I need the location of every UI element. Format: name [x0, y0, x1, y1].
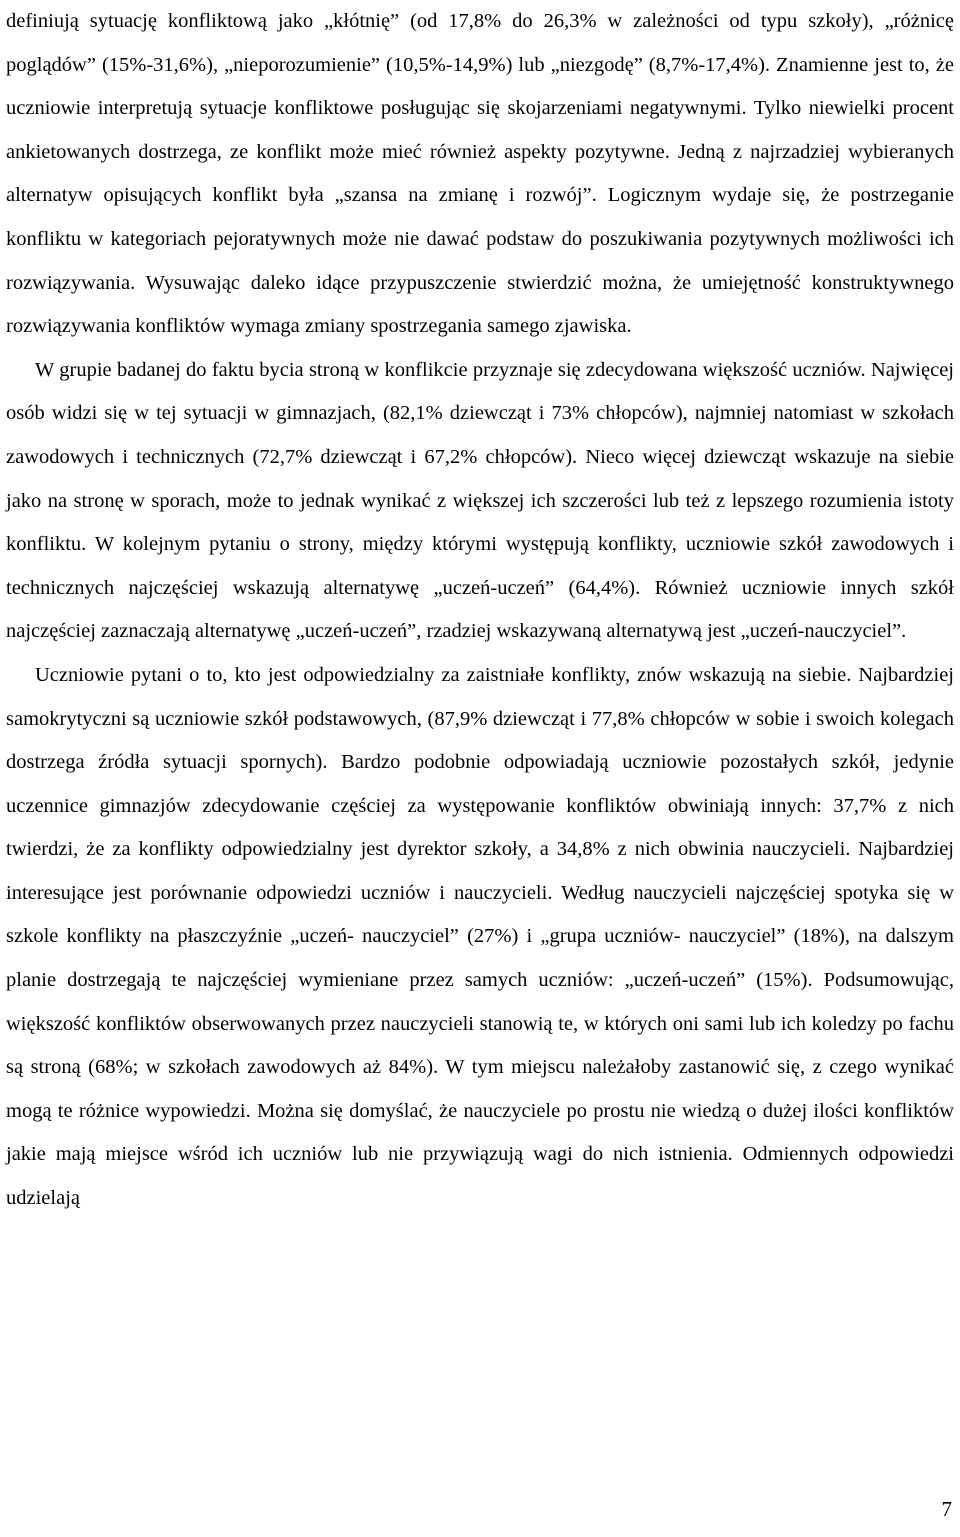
- paragraph-3: Uczniowie pytani o to, kto jest odpowiedzialny za zaistniałe konflikty, znów wskazują na siebie. Najbardziej samokrytyczni są uczniowie szkół podstawowych, (87,9% dziewcząt i 77,8% chłopców w sobie i swoich kolegach dostrzega źródła sytuacji spornych). Bardzo podobnie odpowiadają uczniowie pozostałych szkół, jedynie uczennice gimnazjów zdecydowanie częściej za występowanie konfliktów obwiniają innych: 37,7% z nich twierdzi, że za konflikty odpowiedzialny jest dyrektor szkoły, a 34,8% z nich obwinia nauczycieli. Najbardziej interesujące jest porównanie odpowiedzi uczniów i nauczycieli. Według nauczycieli najczęściej spotyka się w szkole konflikty na płaszczyźnie „uczeń- nauczyciel” (27%) i „grupa uczniów- nauczyciel” (18%), na dalszym planie dostrzegają te najczęściej wymieniane przez samych uczniów: „uczeń-uczeń” (15%). Podsumowując, większość konfliktów obserwowanych przez nauczycieli stanowią te, w których oni sami lub ich koledzy po fachu są stroną (68%; w szkołach zawodowych aż 84%). W tym miejscu należałoby zastanowić się, z czego wynikać mogą te różnice wypowiedzi. Można się domyślać, że nauczyciele po prostu nie wiedzą o dużej ilości konfliktów jakie mają miejsce wśród ich uczniów lub nie przywiązują wagi do nich istnienia. Odmiennych odpowiedzi udzielają: [6, 663, 954, 1210]
- paragraph-1: definiują sytuację konfliktową jako „kłótnię” (od 17,8% do 26,3% w zależności od typu szkoły), „różnicę poglądów” (15%-31,6%), „nieporozumienie” (10,5%-14,9%) lub „niezgodę” (8,7%-17,4%). Znamienne jest to, że uczniowie interpretują sytuacje konfliktowe posługując się skojarzeniami negatywnymi. Tylko niewielki procent ankietowanych dostrzega, ze konflikt może mieć również aspekty pozytywne. Jedną z najrzadziej wybieranych alternatyw opisujących konflikt była „szansa na zmianę i rozwój”. Logicznym wydaje się, że postrzeganie konfliktu w kategoriach pejoratywnych może nie dawać podstaw do poszukiwania pozytywnych możliwości ich rozwiązywania. Wysuwając daleko idące przypuszczenie stwierdzić można, że umiejętność konstruktywnego rozwiązywania konfliktów wymaga zmiany spostrzegania samego zjawiska.: [6, 10, 954, 338]
- page-number: 7: [941, 1497, 952, 1521]
- document-page: [6, 0, 954, 1221]
- paragraph-2: W grupie badanej do faktu bycia stroną w konflikcie przyznaje się zdecydowana większość uczniów. Najwięcej osób widzi się w tej sytuacji w gimnazjach, (82,1% dziewcząt i 73% chłopców), najmniej natomiast w szkołach zawodowych i technicznych (72,7% dziewcząt i 67,2% chłopców). Nieco więcej dziewcząt wskazuje na siebie jako na stronę w sporach, może to jednak wynikać z większej ich szczerości lub też z lepszego rozumienia istoty konfliktu. W kolejnym pytaniu o strony, między którymi występują konflikty, uczniowie szkół zawodowych i technicznych najczęściej wskazują alternatywę „uczeń-uczeń” (64,4%). Również uczniowie innych szkół najczęściej zaznaczają alternatywę „uczeń-uczeń”, rzadziej wskazywaną alternatywą jest „uczeń-nauczyciel”.: [6, 358, 954, 643]
